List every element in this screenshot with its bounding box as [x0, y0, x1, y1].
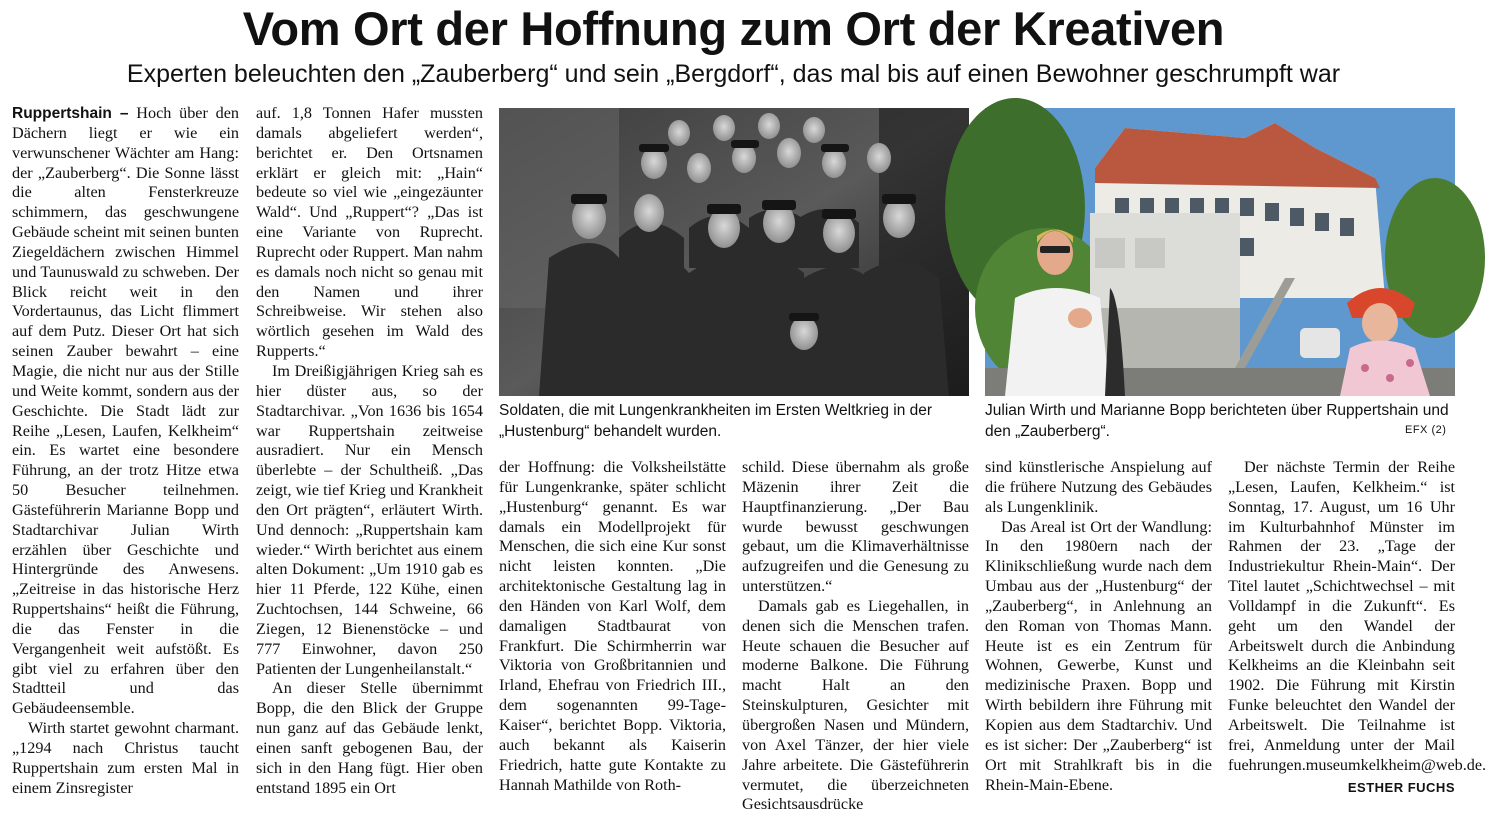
- paragraph: An dieser Stelle übernimmt Bopp, die den Blick der Gruppe nun ganz auf das Gebäude lenkt, einen sanft gebogenen Bau, der sich in den Hang fügt. Hier oben entstand 1895 ein Ort: [256, 679, 483, 797]
- photo2-caption: Julian Wirth und Marianne Bopp berichteten über Ruppertshain und den „Zauberberg“.: [985, 402, 1449, 440]
- paragraph: auf. 1,8 Tonnen Hafer mussten damals abgeliefert werden“, berichtet er. Den Ortsnamen erklärt er gleich mit: „Hain“ bedeute so viel wie „eingezäunter Wald“. Und „Ruppert“? „Das ist eine Variante von Ruprecht. Ruprecht oder Ruppert. Man nahm es damals noch nicht so genau mit den Namen und ihrer Schreibweise. Wir stehen also wörtlich gesehen im Wald des Rupperts.“: [256, 104, 483, 361]
- building-photo-image: [985, 108, 1455, 396]
- paragraph: Das Areal ist Ort der Wandlung: In den 1980ern nach der Klinikschließung wurde nach dem Umbau aus der „Hustenburg“ der „Zauberberg“, in Anlehnung an den Roman von Thomas Mann. Heute ist es ein Zentrum für Wohnen, Gewerbe, Kunst und medizinische Praxen. Bopp und Wirth bebildern ihre Führung mit Kopien aus dem Stadtarchiv. Und es ist sicher: Der „Zauberberg“ ist Ort mit Strahlkraft bis in die Rhein-Main-Ebene.: [985, 517, 1212, 794]
- historic-soldiers-photo: [499, 108, 969, 396]
- headline: Vom Ort der Hoffnung zum Ort der Kreativen: [242, 2, 1225, 55]
- photo-credit: EFX (2): [1405, 424, 1447, 436]
- photo1-caption: Soldaten, die mit Lungenkrankheiten im Ersten Weltkrieg in der „Hustenburg“ behandelt wurden.: [499, 402, 933, 440]
- article-column-2: [256, 104, 483, 816]
- author-byline: ESTHER FUCHS: [1347, 779, 1455, 795]
- article-column-5: [985, 458, 1212, 816]
- paragraph: sind künstlerische Anspielung auf die frühere Nutzung des Gebäudes als Lungenklinik.: [985, 458, 1212, 516]
- dateline: Ruppertshain –: [12, 105, 129, 122]
- paragraph: Damals gab es Liegehallen, in denen sich die Menschen trafen. Heute schauen die Besucher auf moderne Balkone. Die Führung macht Halt an den Steinskulpturen, Gesichter mit übergroßen Nasen und Mündern, von Axel Tänzer, der hier viele Jahre arbeitete. Die Gästeführerin vermutet, die überzeichneten Gesichtsausdrücke: [742, 596, 969, 814]
- article-column-6: [1228, 458, 1486, 816]
- zauberberg-building-photo: [985, 108, 1455, 396]
- paragraph-text: Der nächste Termin der Reihe „Lesen, Laufen, Kelkheim.“ ist Sonntag, 17. August, um 16 Uhr im Kulturbahnhof Münster im Rahmen der 23. „Tage der Industriekultur Rhein-Main“. Der Titel lautet „Schichtwechsel – mit Volldampf in die Zukunft“. Es geht um den Wandel der Arbeitswelt durch die Anbindung Kelkheims an die Kleinbahn seit 1902. Die Führung mit Kirstin Funke beleuchtet den Wandel der Arbeitswelt. Die Teilnahme ist frei, Anmeldung unter der Mail fuehrungen.museumkelkheim@web.de.: [1228, 458, 1486, 774]
- article-column-4: [742, 458, 969, 816]
- paragraph: Im Dreißigjährigen Krieg sah es hier düster aus, so der Stadtarchivar. „Von 1636 bis 1654 war Ruppertshain zeitweise ausradiert. Nur ein Mensch überlebte – der Schultheiß. „Das zeigt, wie tief Krieg und Krankheit den Ort prägten“, erläutert Wirth. Und dennoch: „Ruppertshain kam wieder.“ Wirth berichtet aus einem alten Dokument: „Um 1910 gab es hier 11 Pferde, 122 Kühe, einen Zuchtochsen, 144 Schweine, 66 Ziegen, 12 Bienenstöcke – und 777 Einwohner, davon 250 Patienten der Lungenheilanstalt.“: [256, 361, 483, 678]
- paragraph: der Hoffnung: die Volksheilstätte für Lungenkranke, später schlicht „Hustenburg“ genannt. Es war damals ein Modellprojekt für Menschen, die sich eine Kur sonst nicht leisten konnten. „Die architektonische Gestaltung lag in den Händen von Karl Wolf, dem damaligen Stadtbaurat von Frankfurt. Die Schirmherrin war Viktoria von Großbritannien und Irland, Ehefrau von Friedrich III., dem sogenannten 99-Tage-Kaiser“, berichtet Bopp. Viktoria, auch bekannt als Kaiserin Friedrich, hatte gute Kontakte zu Hannah Mathilde von Roth-: [499, 458, 726, 794]
- paragraph: schild. Diese übernahm als große Mäzenin ihrer Zeit die Hauptfinanzierung. „Der Bau wurde bewusst geschwungen gebaut, um die Klimaverhältnisse aufzugreifen und die Genesung zu unterstützen.“: [742, 458, 969, 596]
- article-column-3: [499, 458, 726, 816]
- subheadline: Experten beleuchten den „Zauberberg“ und sein „Bergdorf“, das mal bis auf einen Bewohner geschrumpft war: [126, 60, 1341, 88]
- paragraph-text: Hoch über den Dächern liegt er wie ein verwunschener Wächter am Hang: der „Zauberberg“. Die Sonne lässt die alten Fensterkreuze schimmern, das geschwungene Gebäude scheint mit seinen bunten Ziegeldächern zwischen Himmel und Taunuswald zu schweben. Der Blick reicht weit in den Vordertaunus, das Licht flimmert auf dem Putz. Dieser Ort hat sich seinen Zauber bewahrt – eine Magie, die nicht nur aus der Stille und Weite kommt, sondern aus der Geschichte. Die Stadt lädt zur Reihe „Lesen, Laufen, Kelkheim“ ein. Es wartet eine besondere Führung, an der trotz Hitze etwa 50 Besucher teilnehmen. Gästeführerin Marianne Bopp und Stadtarchivar Julian Wirth erzählen über Geschichte und Hintergründe des Anwesens. „Zeitreise in das historische Herz Ruppertshains“ heißt die Führung, die das Fenster in die Vergangenheit weit aufstößt. Es gibt viel zu erfahren über den Stadtteil und das Gebäudeensemble.: [12, 104, 240, 718]
- paragraph: [12, 104, 239, 719]
- article-column-1: [12, 104, 239, 816]
- soldiers-photo-image: [499, 108, 969, 396]
- paragraph: Wirth startet gewohnt charmant. „1294 nach Christus taucht Ruppertshain zum ersten Mal in einem Zinsregister: [12, 719, 239, 797]
- paragraph: [1228, 458, 1486, 795]
